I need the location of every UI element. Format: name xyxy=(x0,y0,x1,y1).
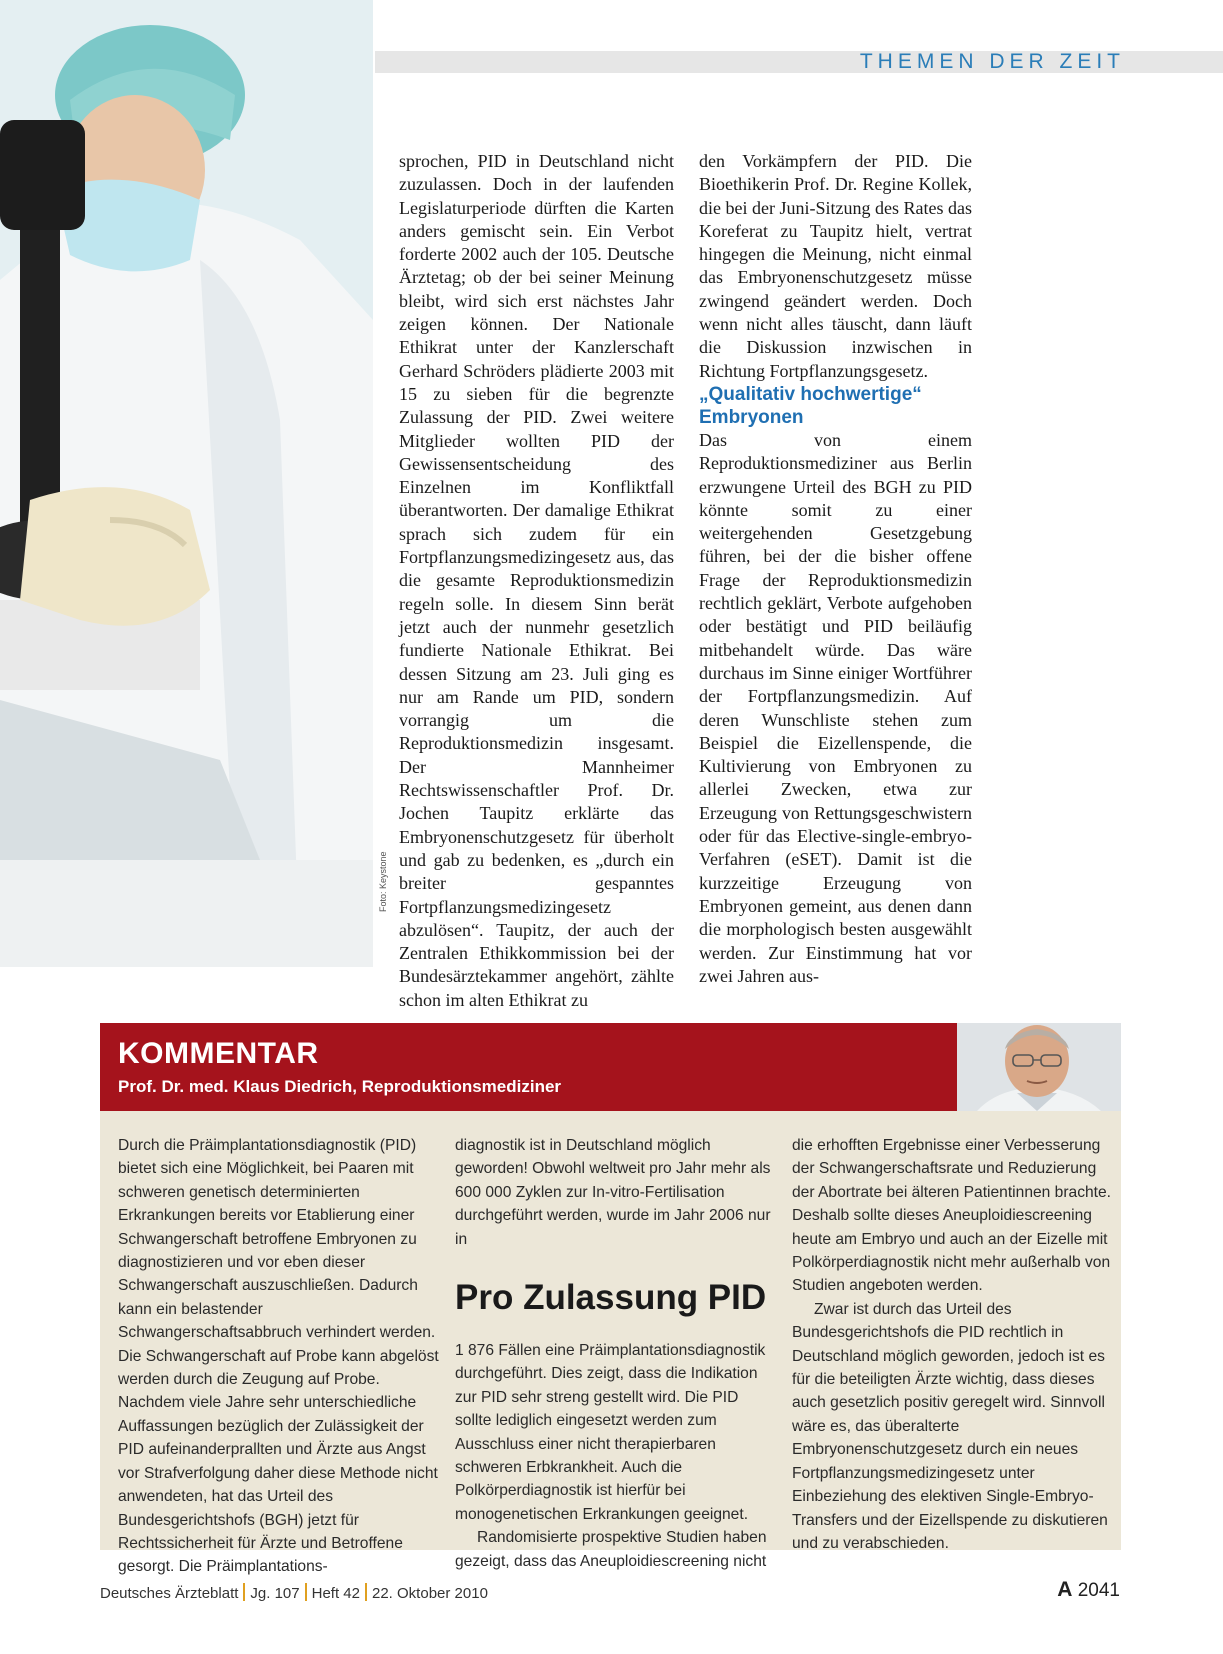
page-prefix: A xyxy=(1057,1578,1073,1601)
photo-credit: Foto: Keystone xyxy=(378,851,388,912)
article-text: Das von einem Reproduktionsmediziner aus Berlin erzwungene Urteil des BGH zu PID könnte somit zu einer weitergehenden Gesetzgebung führen, bei der die bisher offene Frage der Reproduktionsmedizin rechtlich geklärt, Verbote aufgehoben oder bestätigt und PID beiläufig mitbehandelt würde. Das wäre durchaus im Sinne einiger Wortführer der Fortpflanzungsmedizin. Auf deren Wunschliste stehen zum Beispiel die Eizellenspende, die Kultivierung von Embryonen zu allerlei Zwecken, etwa zur Erzeugung von Rettungsgeschwistern oder für das Elective-single-embryo-Verfahren (eSET). Damit ist die kurzzeitige Erzeugung von Embryonen gemeint, aus denen dann die morphologisch besten ausgewählt werden. Zur Einstimmung hat vor zwei Jahren aus- xyxy=(699,429,972,986)
journal-date: 22. Oktober 2010 xyxy=(372,1585,488,1602)
article-text: den Vorkämpfern der PID. Die Bioethikerin Prof. Dr. Regine Kollek, die bei der Juni-Sitzung des Rates das Koreferat zu Taupitz hielt, vertrat hingegen die Meinung, nicht einmal das Embryonenschutzgesetz müsse zwingend geändert werden. Doch wenn nicht alles täuscht, dann läuft die Diskussion inzwischen in Richtung Fortpflanzungsgesetz. xyxy=(699,151,972,381)
journal-issue: Heft 42 xyxy=(311,1585,360,1602)
kommentar-column-3 xyxy=(792,1134,1112,1555)
lab-photo xyxy=(0,0,373,967)
kommentar-label: KOMMENTAR xyxy=(118,1037,319,1070)
journal-volume: Jg. 107 xyxy=(250,1585,300,1602)
page-number xyxy=(1057,1578,1120,1602)
article-column-2 xyxy=(699,150,972,988)
section-label: THEMEN DER ZEIT xyxy=(859,50,1125,73)
page-number-value: 2041 xyxy=(1077,1580,1120,1601)
kommentar-text: 1 876 Fällen eine Präimplantationsdiagnostik durchgeführt. Dies zeigt, dass die Indikation zur PID sehr streng gestellt wird. Die PID sollte lediglich eingesetzt werden zum Ausschluss einer nicht therapierbaren schweren Erbkrankheit. Auch die Polkörperdiagnostik ist hierfür bei monogenetischen Erkrankungen geeignet. xyxy=(455,1342,766,1523)
footer-citation xyxy=(100,1583,488,1602)
kommentar-author: Prof. Dr. med. Klaus Diedrich, Reproduktionsmediziner xyxy=(118,1077,562,1096)
footer-separator xyxy=(243,1583,245,1601)
kommentar-headline: Pro Zulassung PID xyxy=(455,1278,767,1318)
kommentar-header xyxy=(100,1023,957,1111)
footer-separator xyxy=(305,1583,307,1601)
kommentar-text: Durch die Präimplantationsdiagnostik (PID) bietet sich eine Möglichkeit, bei Paaren mit schweren genetisch determinierten Erkrankungen bereits vor Etablierung einer Schwangerschaft betroffene Embryonen zu diagnostizieren und vor eben dieser Schwangerschaft auszuschließen. Dadurch kann ein belastender Schwangerschaftsabbruch verhindert werden. Die Schwangerschaft auf Probe kann abgelöst werden durch die Zeugung auf Probe. Nachdem viele Jahre sehr unterschiedliche Auffassungen bezüglich der Zulässigkeit der PID aufeinanderprallten und Ärzte aus Angst vor Strafverfolgung daher diese Methode nicht anwendeten, hat das Urteil des Bundesgerichtshofs (BGH) jetzt für Rechtssicherheit für Ärzte und Betroffene gesorgt. Die Präimplantations- xyxy=(118,1137,439,1576)
author-portrait-illustration xyxy=(957,1023,1121,1111)
article-subheading: „Qualitativ hochwertige“ Embryonen xyxy=(699,383,922,428)
kommentar-text: die erhofften Ergebnisse einer Verbesserung der Schwangerschaftsrate und Reduzierung der Abortrate bei älteren Patientinnen brachte. Deshalb sollte dieses Aneuploidiescreening heute am Embryo und auch an der Eizelle mit Polkörperdiagnostik nicht mehr außerhalb von Studien angeboten werden. xyxy=(792,1137,1112,1295)
lab-photo-illustration xyxy=(0,0,373,967)
journal-name: Deutsches Ärzteblatt xyxy=(100,1585,239,1602)
article-text: sprochen, PID in Deutschland nicht zuzulassen. Doch in der laufenden Legislaturperiode dürften die Karten anders gemischt sein. Ein Verbot forderte 2002 auch der 105. Deutsche Ärztetag; ob der bei seiner Meinung bleibt, wird sich erst nächstes Jahr zeigen können. Der Nationale Ethikrat unter der Kanzlerschaft Gerhard Schröders plädierte 2003 mit 15 zu sieben für die begrenzte Zulassung der PID. Zwei weitere Mitglieder wollten PID der Gewissensentscheidung des Einzelnen im Konfliktfall überantworten. Der damalige Ethikrat sprach sich zudem für ein Fortpflanzungsmedizingesetz aus, das die gesamte Reproduktionsmedizin regeln solle. In diesem Sinn berät jetzt auch der nunmehr gesetzlich fundierte Nationale Ethikrat. Bei dessen Sitzung am 23. Juli ging es nur am Rande um PID, sondern vorrangig um die Reproduktionsmedizin insgesamt. Der Mannheimer Rechtswissenschaftler Prof. Dr. Jochen Taupitz erklärte das Embryonenschutzgesetz für überholt und gab zu bedenken, es „durch ein breiter gespanntes Fortpflanzungsmedizingesetz abzulösen“. Taupitz, der auch der Zentralen Ethikkommission bei der Bundesärztekammer angehört, zählte schon im alten Ethikrat zu xyxy=(399,151,674,1010)
footer-separator xyxy=(365,1583,367,1601)
article-column-1 xyxy=(399,150,674,1012)
kommentar-text: Zwar ist durch das Urteil des Bundesgerichtshofs die PID rechtlich in Deutschland möglich geworden, jedoch ist es für die beteiligten Ärzte wichtig, dass dieses auch gesetzlich positiv geregelt wird. Sinnvoll wäre es, das überalterte Embryonenschutzgesetz durch ein neues Fortpflanzungsmedizingesetz unter Einbeziehung des elektiven Single-Embryo-Transfers und der Eizellspende zu diskutieren und zu verabschieden. xyxy=(792,1300,1108,1552)
author-portrait xyxy=(957,1023,1121,1111)
kommentar-text: Randomisierte prospektive Studien haben gezeigt, dass das Aneuploidiescreening nicht xyxy=(455,1529,767,1570)
kommentar-column-1 xyxy=(118,1134,440,1579)
kommentar-text: diagnostik ist in Deutschland möglich geworden! Obwohl weltweit pro Jahr mehr als 600 000 Zyklen zur In-vitro-Fertilisation durchgeführt werden, wurde im Jahr 2006 nur in xyxy=(455,1137,771,1248)
kommentar-column-2 xyxy=(455,1134,777,1573)
